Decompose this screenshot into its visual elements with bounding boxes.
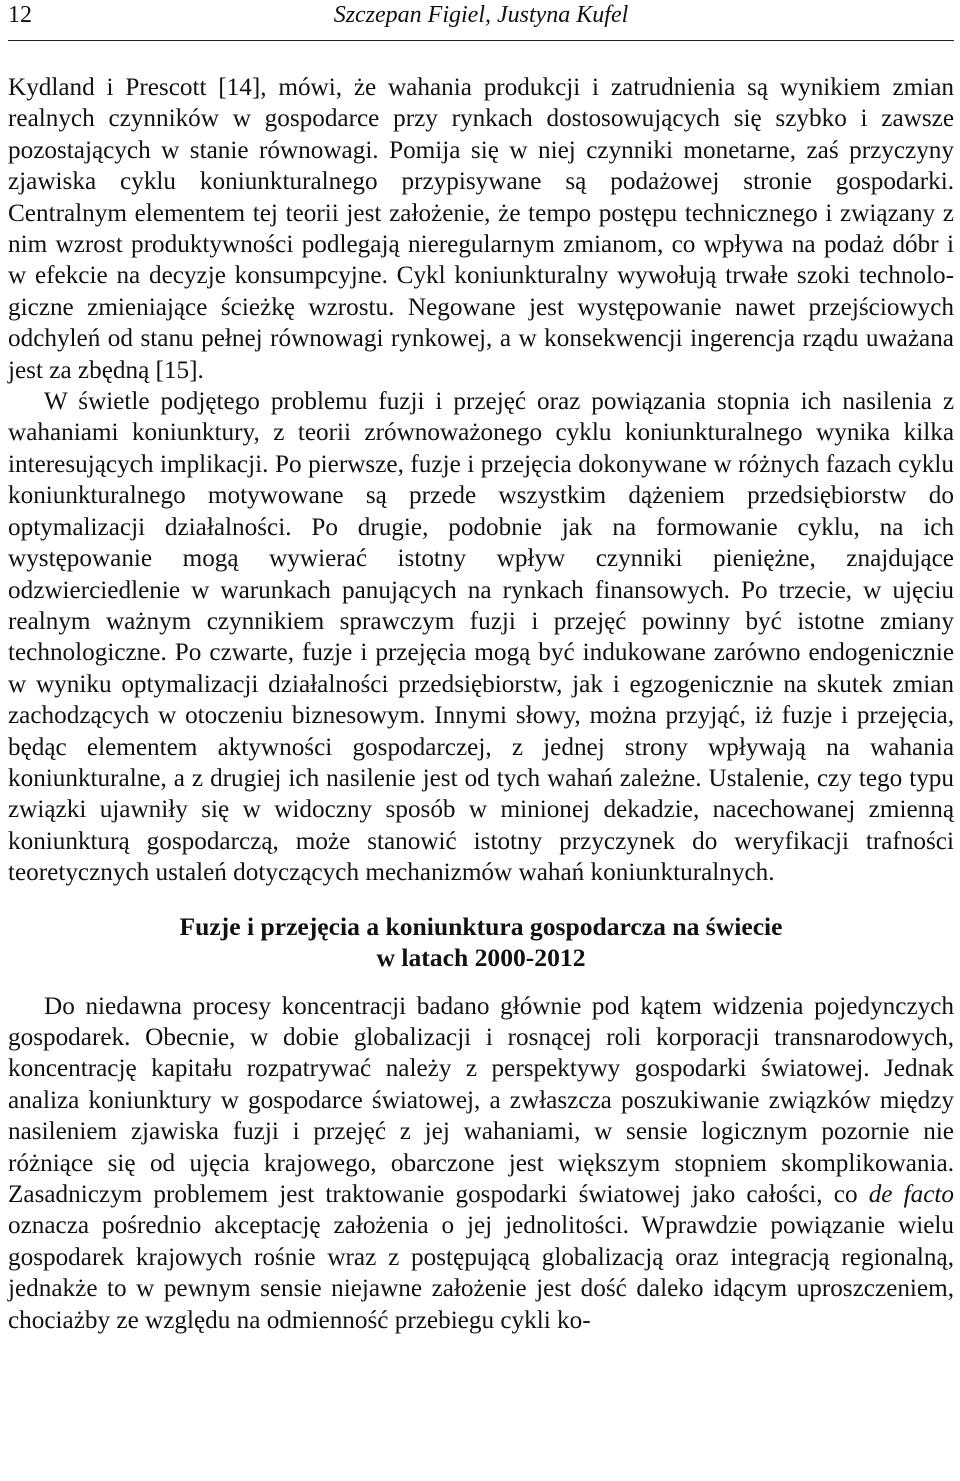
paragraph-3-part-1: Do niedawna procesy koncentracji badano głównie pod kątem widzenia pojedynczych gospodarek. Obecnie, w dobie globalizacji i rosnącej roli korporacji transnarodowych, koncentrację kapitału rozpatrywać należy z perspektywy gospodarki światowej. Jednak analiza koniunktury w gospodarce światowej, a zwłaszcza poszukiwanie związków między nasileniem zjawiska fuzji i przejęć z jej wahaniami, w sensie logicznym pozornie nie różniące się od ujęcia krajowego, obarczone jest większym stopniem skomplikowania. Zasadniczym problemem jest traktowanie gospodarki światowej jako całości, co [8, 992, 954, 1208]
paragraph-1: Kydland i Prescott [14], mówi, że wahania produkcji i zatrudnienia są wynikiem zmian realnych czynników w gospodarce przy rynkach dostosowujących się szybko i zawsze pozostających w stanie równowagi. Pomija się w niej czynniki monetarne, zaś przyczyny zjawiska cyklu koniunkturalnego przypisywane są podażowej stronie gospodarki. Centralnym elementem tej teorii jest założenie, że tempo postępu technicznego i związany z nim wzrost produktywności podlegają nieregularnym zmianom, co wpływa na podaż dóbr i w efekcie na decyzje konsumpcyjne. Cykl koniunkturalny wywołują trwałe szoki technologiczne zmieniające ścieżkę wzrostu. Negowane jest występowanie nawet przejściowych odchyleń od stanu pełnej równowagi rynkowej, a w konsekwencji ingerencja rządu uważana jest za zbędną [15]. [8, 74, 954, 384]
paragraph-3 [8, 991, 954, 1336]
running-head [8, 0, 954, 34]
paragraph-3-italic-term: de facto [868, 1181, 954, 1208]
section-heading [8, 911, 954, 973]
body-text [8, 72, 954, 1336]
page-number: 12 [8, 2, 32, 28]
paragraph-2: W świetle podjętego problemu fuzji i przejęć oraz powiązania stopnia ich nasilenia z wahaniami koniunktury, z teorii zrównoważonego cyklu koniunkturalnego wynika kilka interesujących implikacji. Po pierwsze, fuzje i przejęcia dokonywane w różnych fazach cyklu koniunkturalnego motywowane są przede wszystkim dążeniem przedsiębiorstw do optymalizacji działalności. Po drugie, podobnie jak na formowanie cyklu, na ich występowanie mogą wywierać istotny wpływ czynniki pieniężne, znajdujące odzwierciedlenie w warunkach panujących na rynkach finansowych. Po trzecie, w ujęciu realnym ważnym czynnikiem sprawczym fuzji i przejęć powinny być istotne zmiany technologiczne. Po czwarte, fuzje i przejęcia mogą być indukowane zarówno endogenicznie w wyniku optymalizacji działalności przedsiębiorstw, jak i egzogenicznie na skutek zmian zachodzących w otoczeniu biznesowym. Innymi słowy, można przyjąć, iż fuzje i przejęcia, będąc elementem aktywności gospodarczej, z jednej strony wpływają na wahania koniunkturalne, a z drugiej ich nasilenie jest od tych wahań zależne. Ustalenie, czy tego typu związki ujawniły się w widoczny sposób w minionej dekadzie, nacechowanej zmienną koniunkturą gospodarczą, może stanowić istotny przyczynek do weryfikacji trafności teoretycznych ustaleń dotyczących mechanizmów wahań koniunkturalnych. [8, 388, 954, 887]
section-heading-line-1: Fuzje i przejęcia a koniunktura gospodarcza na świecie [179, 911, 783, 941]
header-rule [8, 40, 954, 41]
running-head-authors: Szczepan Figiel, Justyna Kufel [333, 2, 629, 28]
document-page [8, 0, 954, 1481]
section-heading-line-2: w latach 2000-2012 [376, 942, 586, 972]
paragraph-3-part-2: oznacza pośrednio akceptację założenia o jej jednolitości. Wprawdzie powiązanie wielu gospodarek krajowych rośnie wraz z postępującą globalizacją oraz integracją regionalną, jednakże to w pewnym sensie niejawne założenie jest dość daleko idącym uproszczeniem, chociażby ze względu na odmienność przebiegu cykli ko- [8, 1212, 954, 1334]
